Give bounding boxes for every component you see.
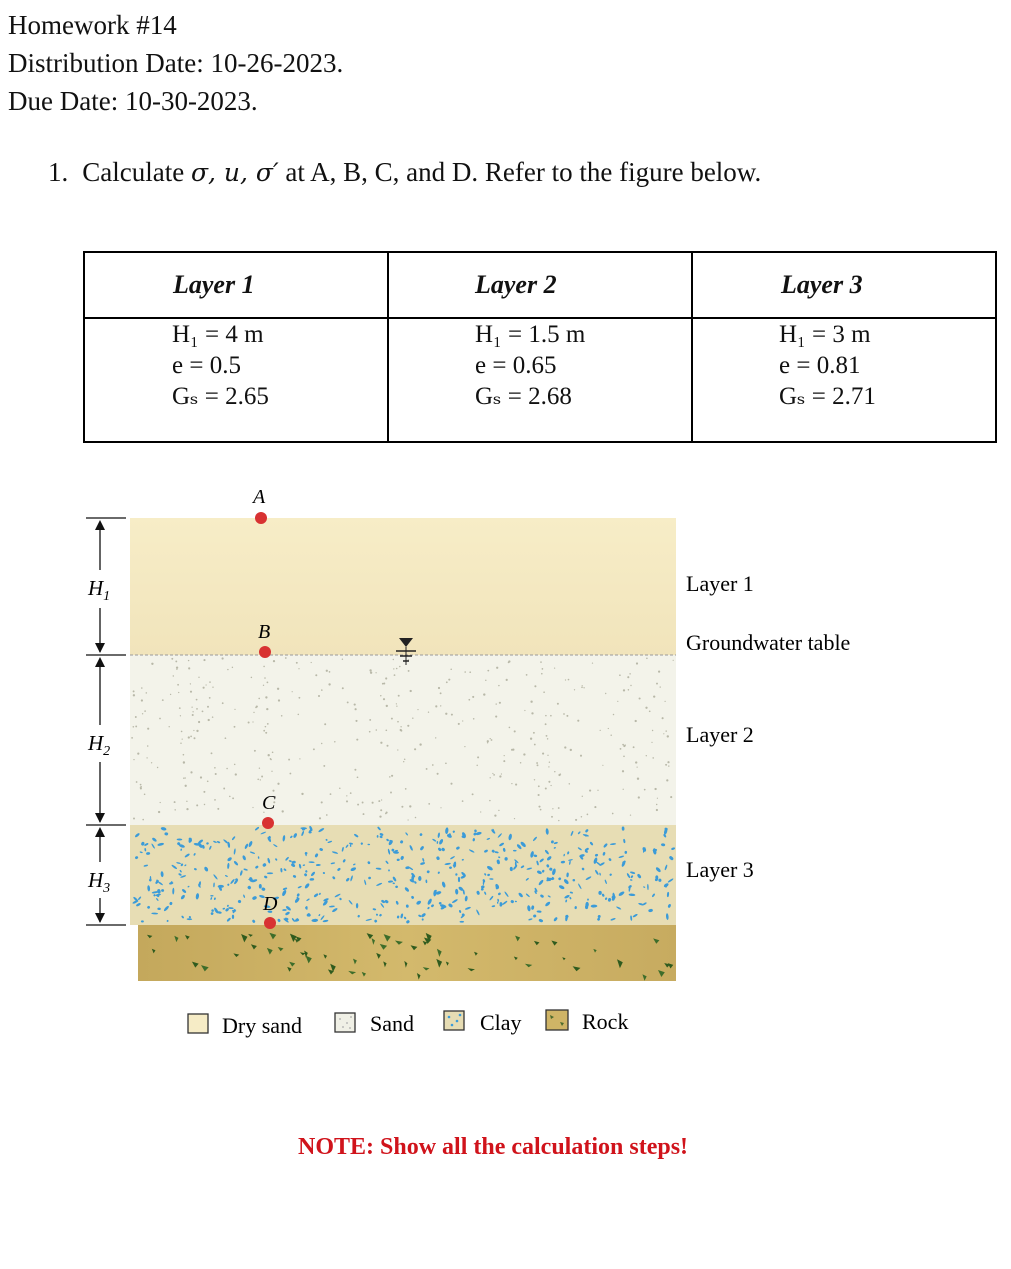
legend-sand-label: Sand xyxy=(370,1011,414,1036)
layer-2-label: Layer 2 xyxy=(686,722,754,747)
layer-3-specific-gravity: Gₛ = 2.71 xyxy=(779,383,876,410)
layer-2-values xyxy=(388,318,692,442)
layer-2-void-ratio: e = 0.65 xyxy=(475,352,557,379)
point-c-label: C xyxy=(262,792,276,814)
question-1 xyxy=(48,157,761,188)
point-c-marker xyxy=(262,817,274,829)
layer-3-header: Layer 3 xyxy=(692,252,996,318)
layer-1-void-ratio: e = 0.5 xyxy=(172,352,241,379)
question-symbols: σ, u, σ′ xyxy=(190,158,279,187)
layer-2-thickness: H₁ = 1.5 m xyxy=(475,321,586,348)
groundwater-table-label: Groundwater table xyxy=(686,630,851,655)
layer-1-thickness: H₁ = 4 m xyxy=(172,321,264,348)
layer-2-specific-gravity: Gₛ = 2.68 xyxy=(475,383,572,410)
legend-dry-sand-swatch xyxy=(188,1014,208,1033)
distribution-date: Distribution Date: 10-26-2023. xyxy=(8,48,344,78)
legend-rock-label: Rock xyxy=(582,1009,629,1034)
soil-profile-figure xyxy=(0,470,1011,1050)
h3-label: $H_3$ xyxy=(88,868,111,896)
layer-3-values xyxy=(692,318,996,442)
legend-dry-sand-label: Dry sand xyxy=(222,1013,303,1038)
legend-sand-swatch xyxy=(335,1013,355,1032)
layer-2-header: Layer 2 xyxy=(388,252,692,318)
layer-3-label: Layer 3 xyxy=(686,857,754,882)
legend xyxy=(188,1009,628,1038)
point-d-marker xyxy=(264,917,276,929)
point-a-label: A xyxy=(253,486,266,508)
table-values-row xyxy=(84,318,996,442)
h2-label: $H_2$ xyxy=(88,731,111,759)
point-d-label: D xyxy=(263,893,278,915)
question-text-before: Calculate xyxy=(82,157,185,187)
layer-1-label: Layer 1 xyxy=(686,571,754,596)
dry-sand-layer xyxy=(130,518,676,655)
due-date: Due Date: 10-30-2023. xyxy=(8,86,258,116)
point-b-marker xyxy=(259,646,271,658)
rock-layer xyxy=(138,925,676,981)
legend-clay-swatch xyxy=(444,1011,464,1030)
layer-properties-table xyxy=(83,251,997,443)
layer-1-specific-gravity: Gₛ = 2.65 xyxy=(172,383,269,410)
layer-3-thickness: H₁ = 3 m xyxy=(779,321,871,348)
question-text-after: at A, B, C, and D. Refer to the figure below. xyxy=(285,157,762,187)
layer-1-values xyxy=(84,318,388,442)
legend-rock-swatch xyxy=(546,1010,568,1030)
layer-1-header: Layer 1 xyxy=(84,252,388,318)
h1-label: $H_1$ xyxy=(88,576,111,604)
legend-clay-label: Clay xyxy=(480,1010,522,1035)
point-b-label: B xyxy=(258,621,271,643)
layer-3-void-ratio: e = 0.81 xyxy=(779,352,861,379)
question-number: 1. xyxy=(48,157,69,187)
point-a-marker xyxy=(255,512,267,524)
table-header-row xyxy=(84,252,996,318)
note-text: NOTE: Show all the calculation steps! xyxy=(298,1134,689,1160)
homework-title: Homework #14 xyxy=(8,10,177,40)
sand-layer xyxy=(130,655,676,825)
